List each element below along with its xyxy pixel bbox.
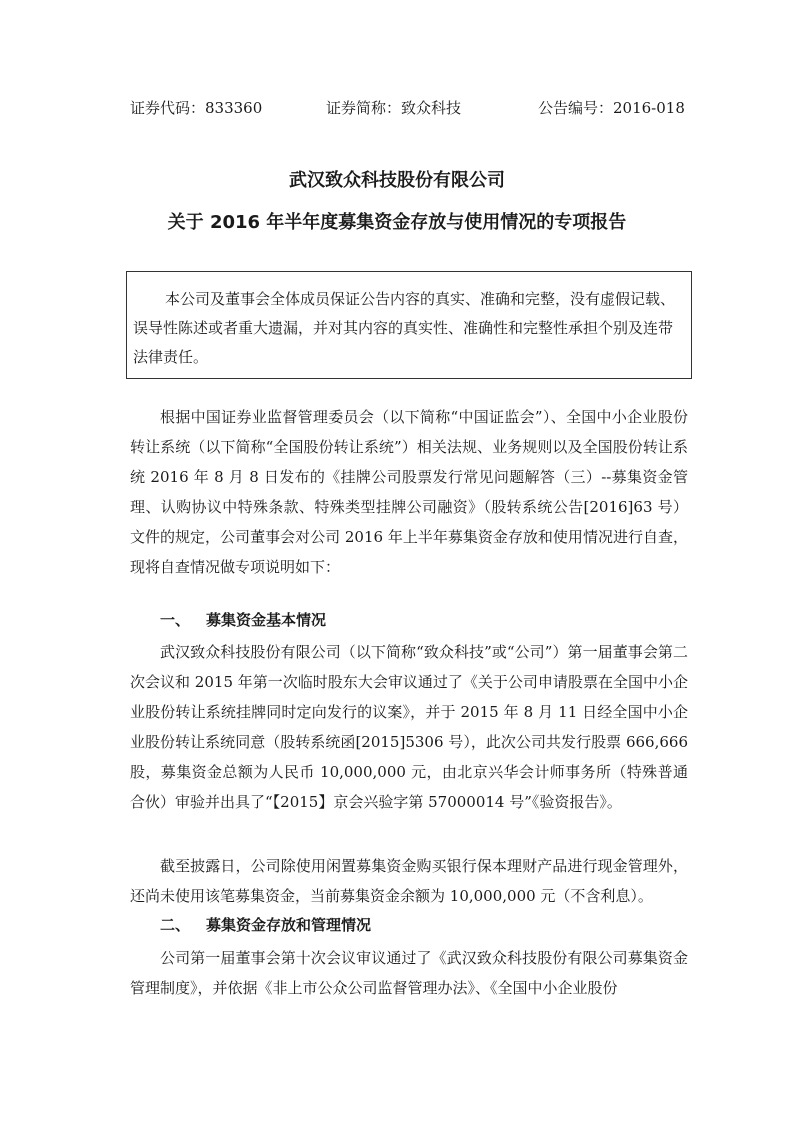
section-1-paragraph-1: 武汉致众科技股份有限公司（以下简称“致众科技”或“公司”）第一届董事会第二次会议和 2015 年第一次临时股东大会审议通过了《关于公司申请股票在全国中小企业股份转让系统挂牌同时定向发行的议案》，并于 2015 年 8 月 11 日经全国中小企业股份转让系统同意（股转系统函[2015]5306 号），此次公司共发行股票 666,666 股，募集资金总额为人民币 10,000,000 元，由北京兴华会计师事务所（特殊普通合伙）审验并出具了“【2015】京会兴验字第 57000014 号”《验资报告》。 xyxy=(130,643,688,811)
section-2-title: 募集资金存放和管理情况 xyxy=(206,916,372,934)
header-row xyxy=(130,97,690,119)
intro-paragraph: 根据中国证券业监督管理委员会（以下简称“中国证监会”）、全国中小企业股份转让系统（以下简称“全国股份转让系统”）相关法规、业务规则以及全国股份转让系统 2016 年 8 月 8 日发布的《挂牌公司股票发行常见问题解答（三）--募集资金管理、认购协议中特殊条款、特殊类型挂牌公司融资》（股转系统公告[2016]63 号）文件的规定，公司董事会对公司 2016 年上半年募集资金存放和使用情况进行自查，现将自查情况做专项说明如下： xyxy=(130,408,688,576)
stock-code: 证券代码：833360 xyxy=(130,99,263,117)
section-2-paragraph-1: 公司第一届董事会第十次会议审议通过了《武汉致众科技股份有限公司募集资金管理制度》，并依据《非上市公众公司监督管理办法》、《全国中小企业股份 xyxy=(130,949,688,997)
section-1-paragraph-2: 截至披露日，公司除使用闲置募集资金购买银行保本理财产品进行现金管理外，还尚未使用该笔募集资金，当前募集资金余额为 10,000,000 元（不含利息）。 xyxy=(130,857,688,905)
section-2-number: 二、 xyxy=(160,916,191,934)
company-title: 武汉致众科技股份有限公司 xyxy=(289,170,505,191)
stock-abbreviation: 证券简称：致众科技 xyxy=(326,99,462,117)
section-1-title: 募集资金基本情况 xyxy=(206,611,327,629)
notice-box xyxy=(126,271,692,379)
section-heading-2 xyxy=(160,912,371,938)
section-heading-1 xyxy=(160,607,326,633)
notice-text: 本公司及董事会全体成员保证公告内容的真实、准确和完整，没有虚假记载、误导性陈述或者重大遗漏，并对其内容的真实性、准确性和完整性承担个别及连带法律责任。 xyxy=(133,290,676,366)
section-1-number: 一、 xyxy=(160,611,191,629)
report-title: 关于 2016 年半年度募集资金存放与使用情况的专项报告 xyxy=(167,212,627,233)
notice-number: 公告编号：2016-018 xyxy=(538,99,685,117)
